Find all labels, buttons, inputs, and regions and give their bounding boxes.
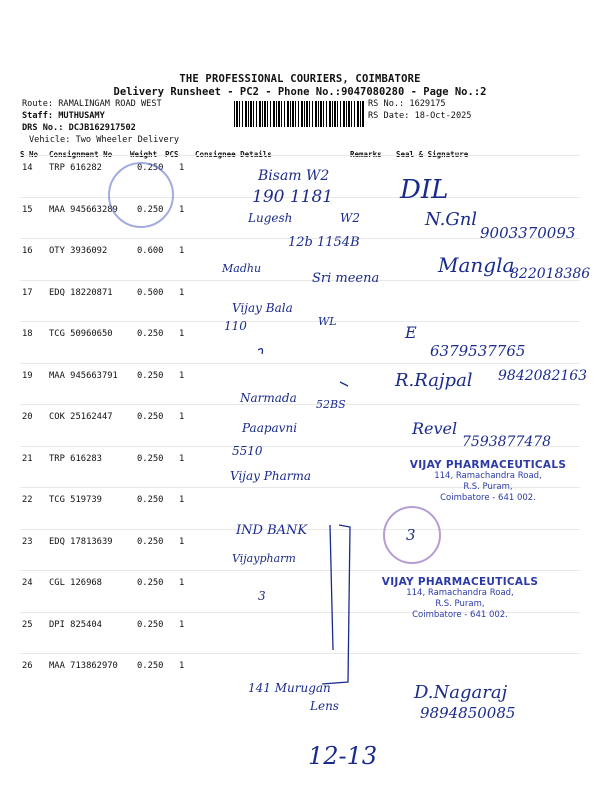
row-weight: 0.250 [137, 495, 164, 505]
row-consignment: EDQ 17813639 [49, 537, 113, 547]
hw-r15-name: Lugesh [248, 211, 293, 225]
hw-r24-a: 3 [258, 589, 266, 603]
row-sno: 16 [22, 246, 33, 256]
col-pcs: PCS [165, 150, 179, 159]
pharmacy-stamp-2-line1: 114, Ramachandra Road, [406, 588, 514, 598]
row-sno: 14 [22, 163, 33, 173]
row-weight: 0.600 [137, 246, 164, 256]
row-weight: 0.250 [137, 537, 164, 547]
row-consignment: MAA 945663289 [49, 205, 118, 215]
row-pcs: 1 [179, 661, 185, 671]
col-seal: Seal & Signature [396, 150, 469, 159]
row-pcs: 1 [179, 205, 185, 215]
hw-r26-phone: 9894850085 [420, 704, 516, 722]
row-consignment: TRP 616283 [49, 454, 102, 464]
hw-r19-phone: 9842082163 [498, 368, 588, 384]
hw-r26-b: Lens [310, 699, 339, 713]
hw-r14-details: Bisam W2 [258, 168, 330, 184]
tick-mark-icon [340, 382, 348, 386]
hw-r14-sig: DIL [400, 175, 449, 205]
row-pcs: 1 [179, 412, 185, 422]
col-consignee: Consignee Details [195, 150, 272, 159]
hw-r16-phone: 822018386 [510, 266, 591, 282]
hw-r16-sig: Mangla [438, 253, 515, 277]
row-sno: 24 [22, 578, 33, 588]
row-consignment: OTY 3936092 [49, 246, 108, 256]
hw-r20-a: Paapavni [242, 421, 298, 435]
hw-r17-phone: 6379537765 [430, 342, 526, 360]
tick-mark-icon [258, 349, 263, 354]
hw-r19-b: 52BS [316, 398, 346, 411]
hw-r23-a: IND BANK [236, 523, 308, 538]
hw-r17-c: WL [318, 315, 337, 328]
row-sno: 17 [22, 288, 33, 298]
row-pcs: 1 [179, 620, 185, 630]
row-weight: 0.250 [137, 163, 164, 173]
hw-r23-b: Vijaypharm [232, 552, 296, 565]
row-consignment: CGL 126968 [49, 578, 102, 588]
hw-r19-a: Narmada [240, 391, 297, 405]
staff-info: Staff: MUTHUSAMY [22, 111, 105, 121]
row-consignment: MAA 945663791 [49, 371, 118, 381]
pharmacy-stamp-2-line3: Coimbatore - 641 002. [412, 610, 508, 620]
row-weight: 0.250 [137, 620, 164, 630]
row-pcs: 1 [179, 329, 185, 339]
col-weight: Weight [130, 150, 158, 159]
hw-r20-phone: 7593877478 [462, 434, 552, 450]
row-pcs: 1 [179, 537, 185, 547]
row-sno: 19 [22, 371, 33, 381]
drs-number: DRS No.: DCJB162917502 [22, 123, 136, 133]
bracket-line-icon [330, 525, 333, 650]
hw-r26-a: 141 Murugan [248, 681, 331, 695]
col-remarks: Remarks [350, 150, 382, 159]
hw-r16-meena: Sri meena [312, 271, 380, 286]
row-weight: 0.250 [137, 454, 164, 464]
pharmacy-stamp-1-line2: R.S. Puram, [463, 482, 513, 492]
pharmacy-stamp-1-line1: 114, Ramachandra Road, [434, 471, 542, 481]
row-consignment: EDQ 18220871 [49, 288, 113, 298]
row-sno: 26 [22, 661, 33, 671]
col-consignment: Consignment No [49, 150, 113, 159]
pharmacy-stamp-2-name: VIJAY PHARMACEUTICALS [381, 576, 539, 588]
hw-r17-b: 110 [224, 319, 247, 333]
runsheet-title: THE PROFESSIONAL COURIERS, COIMBATORE [179, 73, 421, 85]
row-consignment: MAA 713862970 [49, 661, 118, 671]
rs-number: RS No.: 1629175 [368, 99, 446, 109]
row-consignment: TRP 616282 [49, 163, 102, 173]
hw-r17-a: Vijay Bala [232, 301, 293, 315]
row-consignment: TCG 50960650 [49, 329, 113, 339]
hw-footer: 12-13 [308, 742, 378, 770]
row-sno: 23 [22, 537, 33, 547]
bracket-line-icon [322, 525, 350, 684]
hw-r17-sig: E [405, 323, 417, 342]
row-weight: 0.250 [137, 412, 164, 422]
row-weight: 0.250 [137, 205, 164, 215]
pharmacy-stamp-1-name: VIJAY PHARMACEUTICALS [409, 459, 567, 471]
row-weight: 0.500 [137, 288, 164, 298]
row-sno: 15 [22, 205, 33, 215]
hw-r19-sig: R.Rajpal [395, 370, 473, 391]
row-pcs: 1 [179, 578, 185, 588]
hw-r21-b: Vijay Pharma [230, 469, 311, 483]
hw-r21-a: 5510 [232, 444, 263, 458]
hw-r14-num: 190 1181 [252, 187, 334, 207]
pharmacy-stamp-2-line2: R.S. Puram, [435, 599, 485, 609]
vehicle-info: Vehicle: Two Wheeler Delivery [29, 135, 180, 145]
row-pcs: 1 [179, 371, 185, 381]
runsheet-subtitle: Delivery Runsheet - PC2 - Phone No.:9047080280 - Page No.:2 [113, 86, 487, 98]
rs-date: RS Date: 18-Oct-2025 [368, 111, 472, 121]
hw-r20-sig: Revel [412, 419, 458, 438]
col-sno: S No [20, 150, 39, 159]
hw-r15-w2: W2 [340, 211, 360, 225]
row-weight: 0.250 [137, 578, 164, 588]
hw-r26-sig: D.Nagaraj [414, 682, 508, 703]
row-weight: 0.250 [137, 661, 164, 671]
row-pcs: 1 [179, 163, 185, 173]
hw-r15-phone: 9003370093 [480, 224, 576, 242]
row-pcs: 1 [179, 288, 185, 298]
pharmacy-stamp-1-line3: Coimbatore - 641 002. [440, 493, 536, 503]
hw-r15-sig: N.Gnl [425, 209, 478, 230]
row-consignment: COK 25162447 [49, 412, 113, 422]
hw-r15-num: 12b 1154B [288, 235, 360, 250]
route-info: Route: RAMALINGAM ROAD WEST [22, 99, 162, 109]
row-consignment: TCG 519739 [49, 495, 102, 505]
row-weight: 0.250 [137, 329, 164, 339]
row-consignment: DPI 825404 [49, 620, 102, 630]
row-weight: 0.250 [137, 371, 164, 381]
row-sno: 20 [22, 412, 33, 422]
row-pcs: 1 [179, 454, 185, 464]
row-sno: 22 [22, 495, 33, 505]
row-pcs: 1 [179, 495, 185, 505]
row-sno: 21 [22, 454, 33, 464]
row-sno: 25 [22, 620, 33, 630]
hw-r23-c: 3 [406, 526, 416, 544]
row-sno: 18 [22, 329, 33, 339]
row-pcs: 1 [179, 246, 185, 256]
hw-r16-name: Madhu [222, 262, 262, 275]
